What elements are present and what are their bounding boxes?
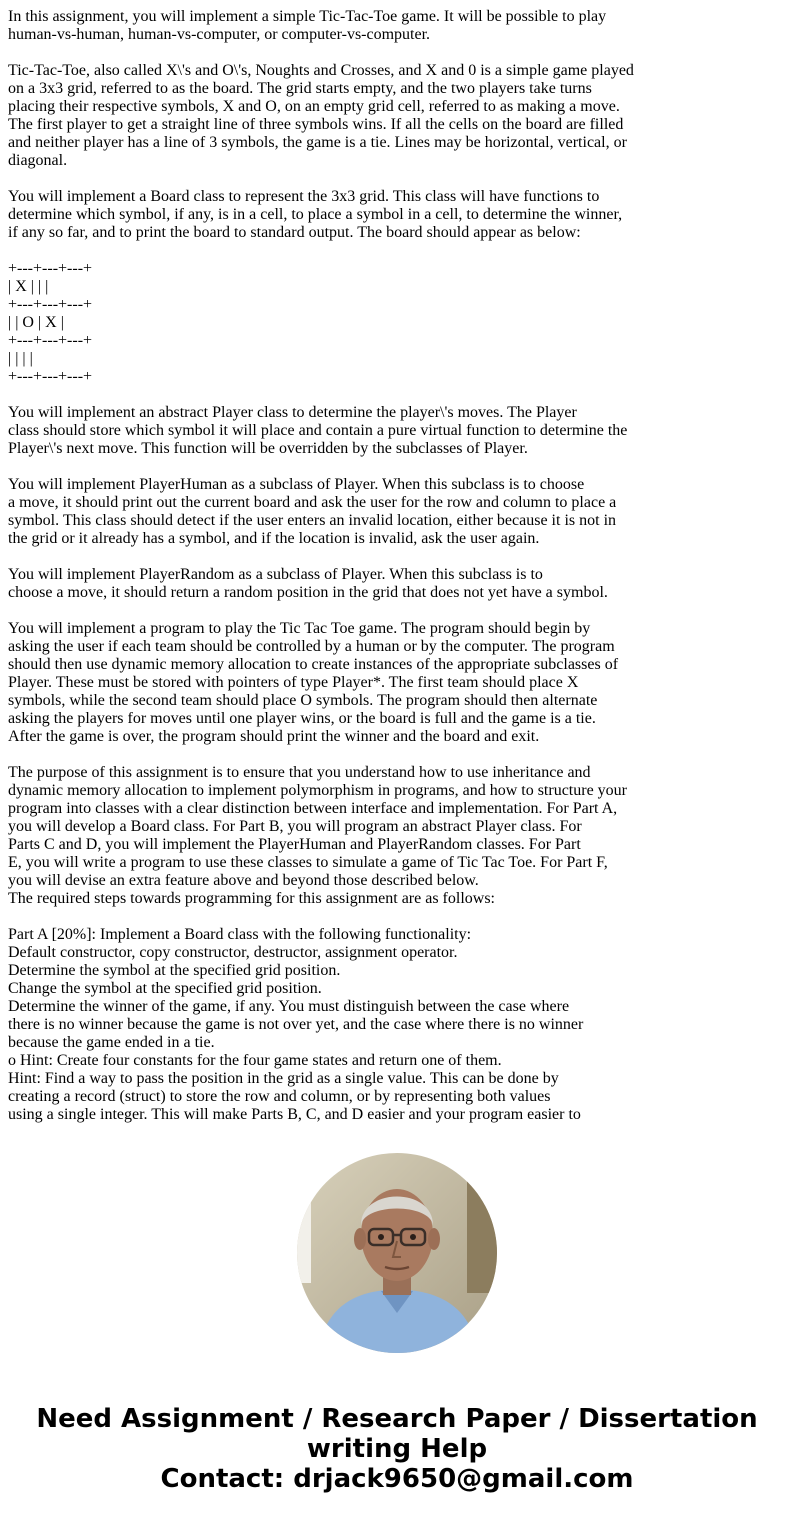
text-line: Tic-Tac-Toe, also called X\'s and O\'s, Noughts and Crosses, and X and 0 is a simple game played	[8, 62, 634, 79]
text-line: Player. These must be stored with pointers of type Player*. The first team should place X	[8, 674, 579, 691]
text-line: You will implement PlayerRandom as a subclass of Player. When this subclass is to	[8, 566, 543, 583]
text-line	[8, 458, 788, 476]
avatar	[297, 1153, 497, 1353]
text-line: determine which symbol, if any, is in a cell, to place a symbol in a cell, to determine the winner,	[8, 206, 623, 223]
assignment-text	[8, 8, 788, 1124]
text-line	[8, 44, 788, 62]
text-line: The first player to get a straight line of three symbols wins. If all the cells on the board are filled	[8, 116, 624, 133]
text-line: there is no winner because the game is not over yet, and the case where there is no winner	[8, 1016, 584, 1033]
text-line: and neither player has a line of 3 symbols, the game is a tie. Lines may be horizontal, vertical, or	[8, 134, 627, 151]
text-line: You will implement an abstract Player class to determine the player\'s moves. The Player	[8, 404, 577, 421]
text-line: on a 3x3 grid, referred to as the board. The grid starts empty, and the two players take turns	[8, 80, 592, 97]
text-line: asking the players for moves until one player wins, or the board is full and the game is a tie.	[8, 710, 596, 727]
text-line: because the game ended in a tie.	[8, 1034, 215, 1051]
text-line: class should store which symbol it will place and contain a pure virtual function to determine the	[8, 422, 628, 439]
text-line: Determine the winner of the game, if any. You must distinguish between the case where	[8, 998, 570, 1015]
text-line: +---+---+---+	[8, 332, 93, 349]
text-line: choose a move, it should return a random position in the grid that does not yet have a symbol.	[8, 584, 608, 601]
text-line: After the game is over, the program should print the winner and the board and exit.	[8, 728, 540, 745]
text-line: creating a record (struct) to store the row and column, or by representing both values	[8, 1088, 551, 1105]
text-line: Change the symbol at the specified grid position.	[8, 980, 322, 997]
text-line	[8, 602, 788, 620]
text-line: Default constructor, copy constructor, destructor, assignment operator.	[8, 944, 458, 961]
person-photo-icon	[297, 1153, 497, 1353]
text-line: o Hint: Create four constants for the four game states and return one of them.	[8, 1052, 502, 1069]
help-banner	[0, 1404, 794, 1494]
text-line: symbols, while the second team should place O symbols. The program should then alternate	[8, 692, 598, 709]
text-line: a move, it should print out the current board and ask the user for the row and column to place a	[8, 494, 617, 511]
text-line: should then use dynamic memory allocation to create instances of the appropriate subclasses of	[8, 656, 619, 673]
text-line: | | O | X |	[8, 314, 64, 331]
text-line: Determine the symbol at the specified grid position.	[8, 962, 341, 979]
text-line	[8, 908, 788, 926]
text-line: In this assignment, you will implement a simple Tic-Tac-Toe game. It will be possible to play	[8, 8, 607, 25]
text-line: +---+---+---+	[8, 260, 93, 277]
text-line: E, you will write a program to use these classes to simulate a game of Tic Tac Toe. For Part F,	[8, 854, 608, 871]
text-line: program into classes with a clear distinction between interface and implementation. For Part A,	[8, 800, 618, 817]
text-line: using a single integer. This will make Parts B, C, and D easier and your program easier to	[8, 1106, 581, 1123]
text-line: | | | |	[8, 350, 33, 367]
text-line: | X | | |	[8, 278, 49, 295]
text-line: The required steps towards programming for this assignment are as follows:	[8, 890, 495, 907]
text-line: asking the user if each team should be controlled by a human or by the computer. The program	[8, 638, 615, 655]
text-line: you will develop a Board class. For Part B, you will program an abstract Player class. For	[8, 818, 582, 835]
text-line	[8, 242, 788, 260]
text-line: the grid or it already has a symbol, and if the location is invalid, ask the user again.	[8, 530, 540, 547]
text-line: +---+---+---+	[8, 368, 93, 385]
banner-line-1: Need Assignment / Research Paper / Dissertation	[36, 1404, 758, 1434]
text-line: symbol. This class should detect if the user enters an invalid location, either because it is not in	[8, 512, 617, 529]
text-line: placing their respective symbols, X and O, on an empty grid cell, referred to as making a move.	[8, 98, 620, 115]
text-line	[8, 746, 788, 764]
text-line	[8, 170, 788, 188]
text-line: Parts C and D, you will implement the PlayerHuman and PlayerRandom classes. For Part	[8, 836, 581, 853]
text-line: +---+---+---+	[8, 296, 93, 313]
banner-contact: Contact: drjack9650@gmail.com	[160, 1464, 634, 1494]
text-line: You will implement a program to play the Tic Tac Toe game. The program should begin by	[8, 620, 591, 637]
text-line: You will implement PlayerHuman as a subclass of Player. When this subclass is to choose	[8, 476, 585, 493]
text-line: if any so far, and to print the board to standard output. The board should appear as below:	[8, 224, 581, 241]
text-line: Hint: Find a way to pass the position in the grid as a single value. This can be done by	[8, 1070, 559, 1087]
text-line: The purpose of this assignment is to ensure that you understand how to use inheritance and	[8, 764, 591, 781]
text-line: You will implement a Board class to represent the 3x3 grid. This class will have functions to	[8, 188, 600, 205]
text-line: Player\'s next move. This function will be overridden by the subclasses of Player.	[8, 440, 528, 457]
text-line: dynamic memory allocation to implement polymorphism in programs, and how to structure your	[8, 782, 627, 799]
banner-line-2: writing Help	[306, 1434, 488, 1464]
text-line: you will devise an extra feature above and beyond those described below.	[8, 872, 479, 889]
text-line: diagonal.	[8, 152, 68, 169]
text-line	[8, 386, 788, 404]
text-line	[8, 548, 788, 566]
text-line: human-vs-human, human-vs-computer, or computer-vs-computer.	[8, 26, 431, 43]
text-line: Part A [20%]: Implement a Board class with the following functionality:	[8, 926, 472, 943]
